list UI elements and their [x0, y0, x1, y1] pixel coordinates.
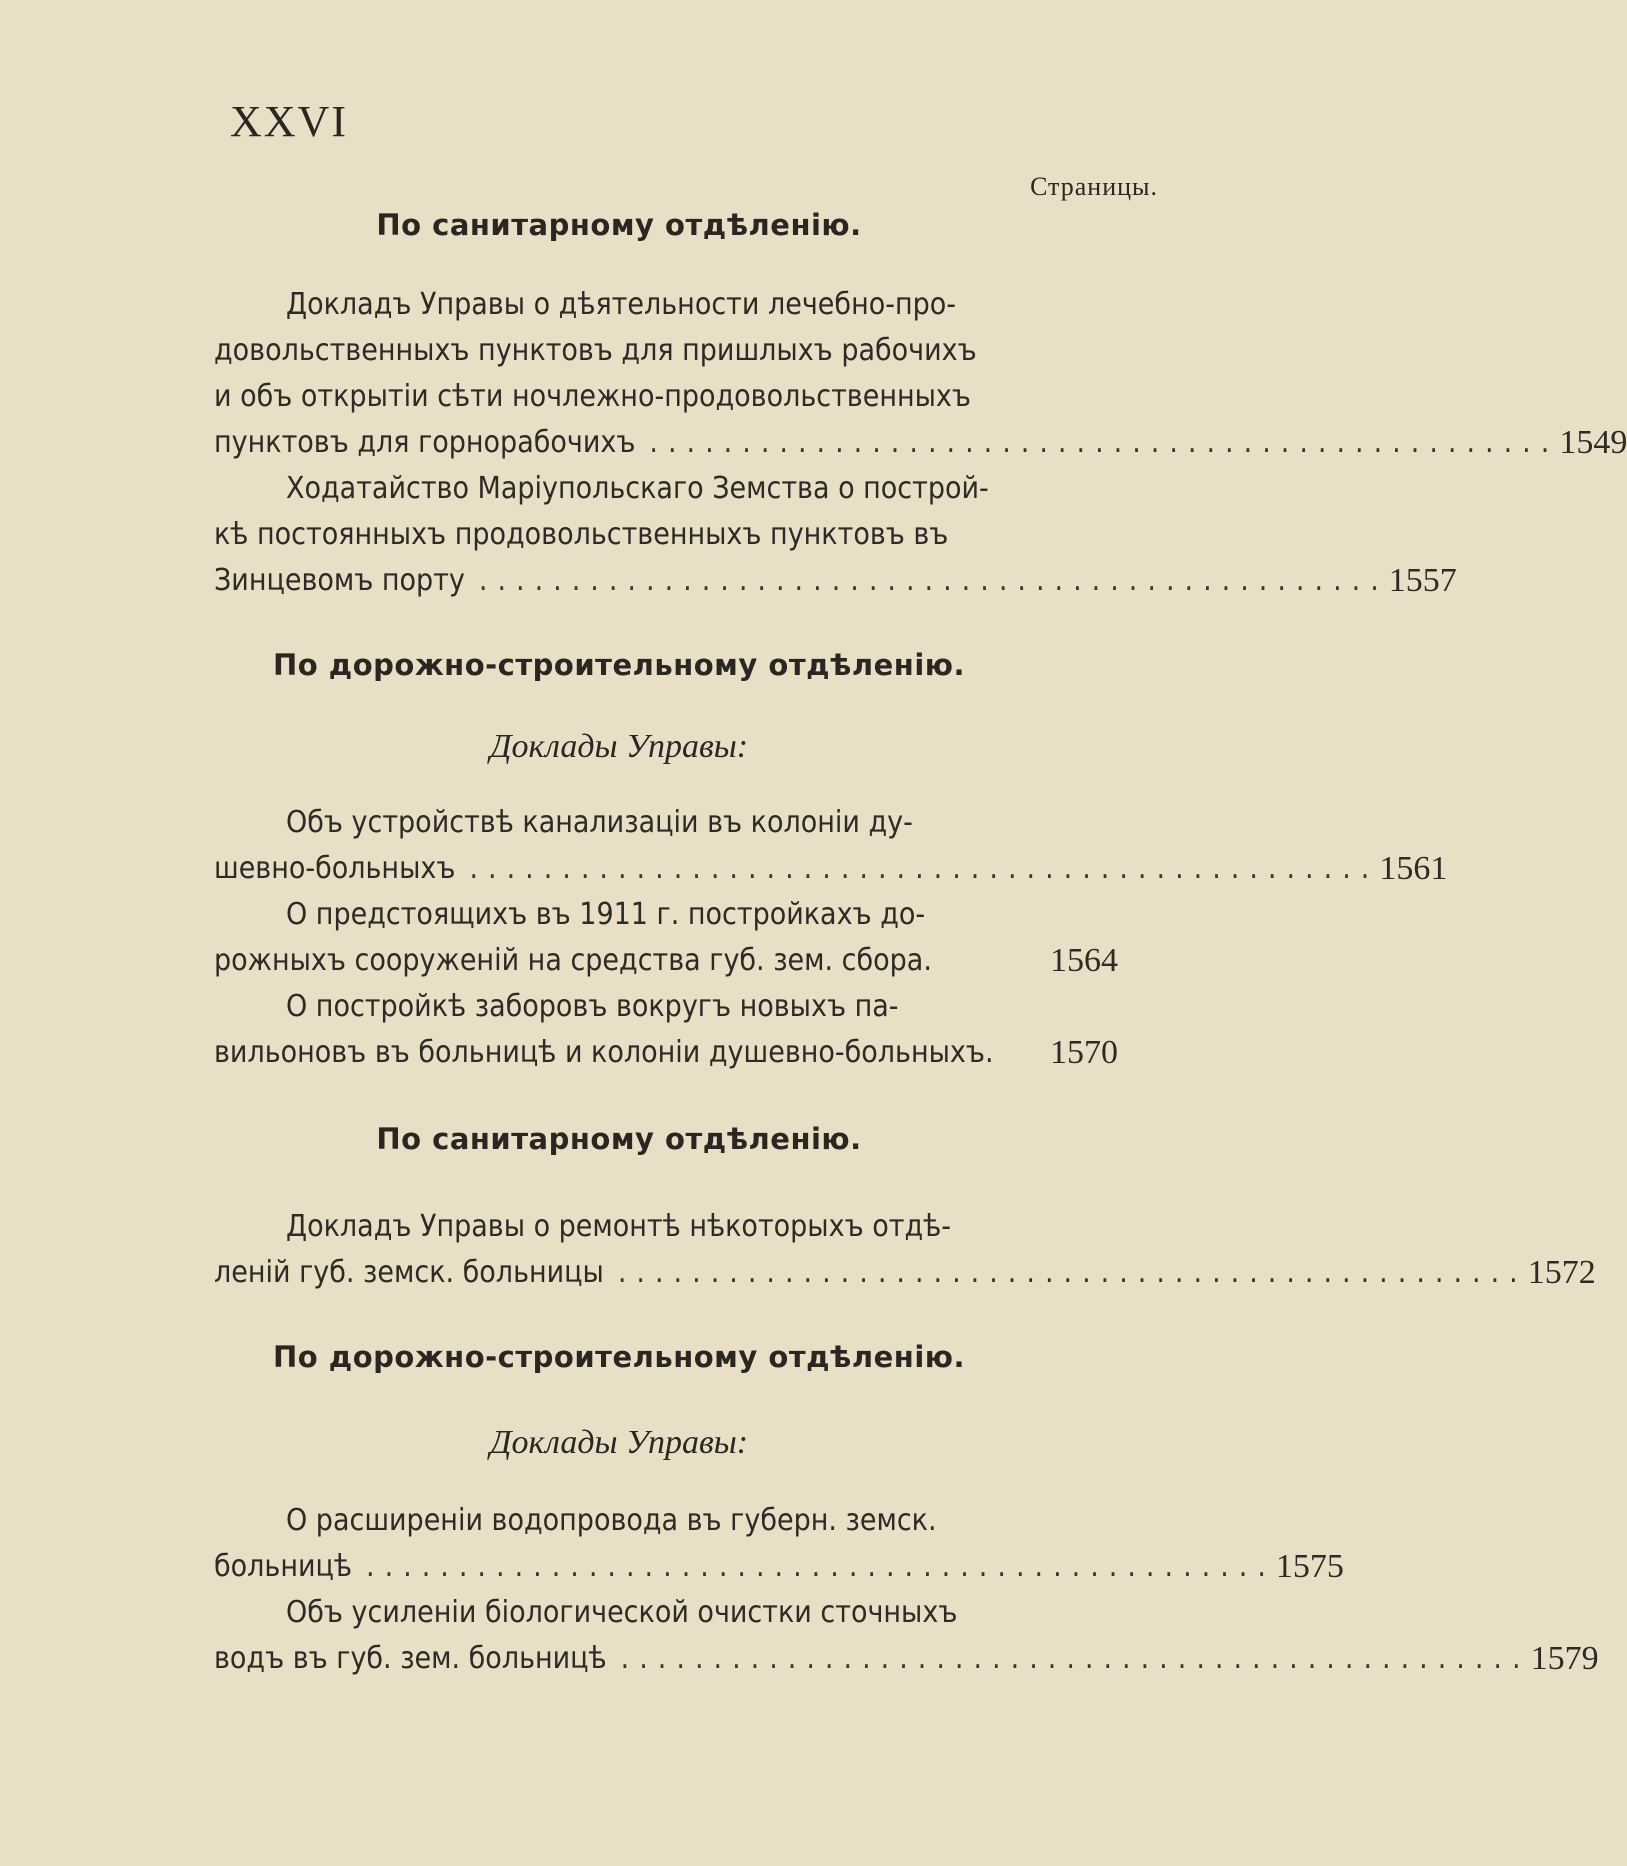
- toc-entry: [214, 1498, 1344, 1590]
- page-ref: 1557: [1388, 562, 1457, 599]
- section-heading: По дорожно-строительному отдѣленію.: [273, 1340, 965, 1374]
- toc-entry: [214, 800, 1448, 892]
- entry-last-line: [214, 420, 1627, 466]
- page-ref: 1570: [1050, 1034, 1118, 1071]
- entry-text: водъ въ губ. зем. больницѣ: [214, 1641, 607, 1676]
- pages-column-label: Страницы.: [1030, 172, 1158, 201]
- entry-line: Ходатайство Маріупольскаго Земства о построй-: [286, 471, 989, 506]
- page-number: XXVI: [230, 97, 348, 146]
- entry-line: Объ усиленіи біологической очистки сточныхъ: [286, 1595, 958, 1630]
- dot-leader: .................................................: [478, 563, 1389, 598]
- entry-last-line: [214, 938, 1118, 984]
- entry-text: леній губ. земск. больницы: [214, 1255, 604, 1290]
- entry-last-line: [214, 558, 1457, 604]
- toc-entry: [214, 282, 1627, 466]
- toc-entry: [214, 984, 1118, 1076]
- dot-leader: [994, 1030, 1008, 1076]
- toc-entry: [214, 466, 1457, 604]
- dot-leader: .................................................: [469, 851, 1380, 886]
- section-subheading: Доклады Управы:: [489, 1424, 749, 1461]
- toc-entry: [214, 1590, 1599, 1682]
- page-ref: 1575: [1275, 1548, 1344, 1585]
- entry-line: довольственныхъ пунктовъ для пришлыхъ рабочихъ: [214, 333, 977, 368]
- page-ref: 1572: [1527, 1254, 1596, 1291]
- page-ref: 1549: [1559, 424, 1627, 461]
- entry-line: и объ открытіи сѣти ночлежно-продовольственныхъ: [214, 379, 971, 414]
- entry-line: кѣ постоянныхъ продовольственныхъ пунктовъ въ: [214, 517, 949, 552]
- dot-leader: .................................................: [617, 1255, 1528, 1290]
- dot-leader: .................................................: [649, 425, 1560, 460]
- dot-leader: .................................................: [620, 1641, 1531, 1676]
- entry-line: О постройкѣ заборовъ вокругъ новыхъ па-: [286, 989, 899, 1024]
- toc-entry: [214, 892, 1118, 984]
- section-subheading: Доклады Управы:: [489, 728, 749, 765]
- entry-last-line: [214, 1636, 1599, 1682]
- entry-last-line: [214, 1544, 1344, 1590]
- dot-leader: [932, 938, 1008, 984]
- entry-line: Докладъ Управы о ремонтѣ нѣкоторыхъ отдѣ-: [286, 1209, 951, 1244]
- entry-text: пунктовъ для горнорабочихъ: [214, 425, 636, 460]
- section-heading: По санитарному отдѣленію.: [376, 208, 862, 242]
- section-heading: По санитарному отдѣленію.: [376, 1122, 862, 1156]
- page-ref: 1564: [1050, 942, 1118, 979]
- entry-line: Объ устройствѣ канализаціи въ колоніи ду-: [286, 805, 913, 840]
- page-ref: 1561: [1379, 850, 1448, 887]
- entry-last-line: [214, 846, 1448, 892]
- entry-line: О предстоящихъ въ 1911 г. постройкахъ до-: [286, 897, 926, 932]
- dot-leader: .................................................: [366, 1549, 1276, 1584]
- entry-text: рожныхъ сооруженій на средства губ. зем. сбора.: [214, 943, 932, 978]
- section-heading: По дорожно-строительному отдѣленію.: [273, 648, 965, 682]
- page-ref: 1579: [1530, 1640, 1599, 1677]
- entry-line: Докладъ Управы о дѣятельности лечебно-про-: [286, 287, 957, 322]
- entry-last-line: [214, 1250, 1596, 1296]
- entry-text: Зинцевомъ порту: [214, 563, 465, 598]
- entry-text: шевно-больныхъ: [214, 851, 456, 886]
- toc-entry: [214, 1204, 1596, 1296]
- entry-last-line: [214, 1030, 1118, 1076]
- entry-text: вильоновъ въ больницѣ и колоніи душевно-больныхъ.: [214, 1035, 994, 1070]
- entry-line: О расширеніи водопровода въ губерн. земск.: [286, 1503, 937, 1538]
- entry-text: больницѣ: [214, 1549, 353, 1584]
